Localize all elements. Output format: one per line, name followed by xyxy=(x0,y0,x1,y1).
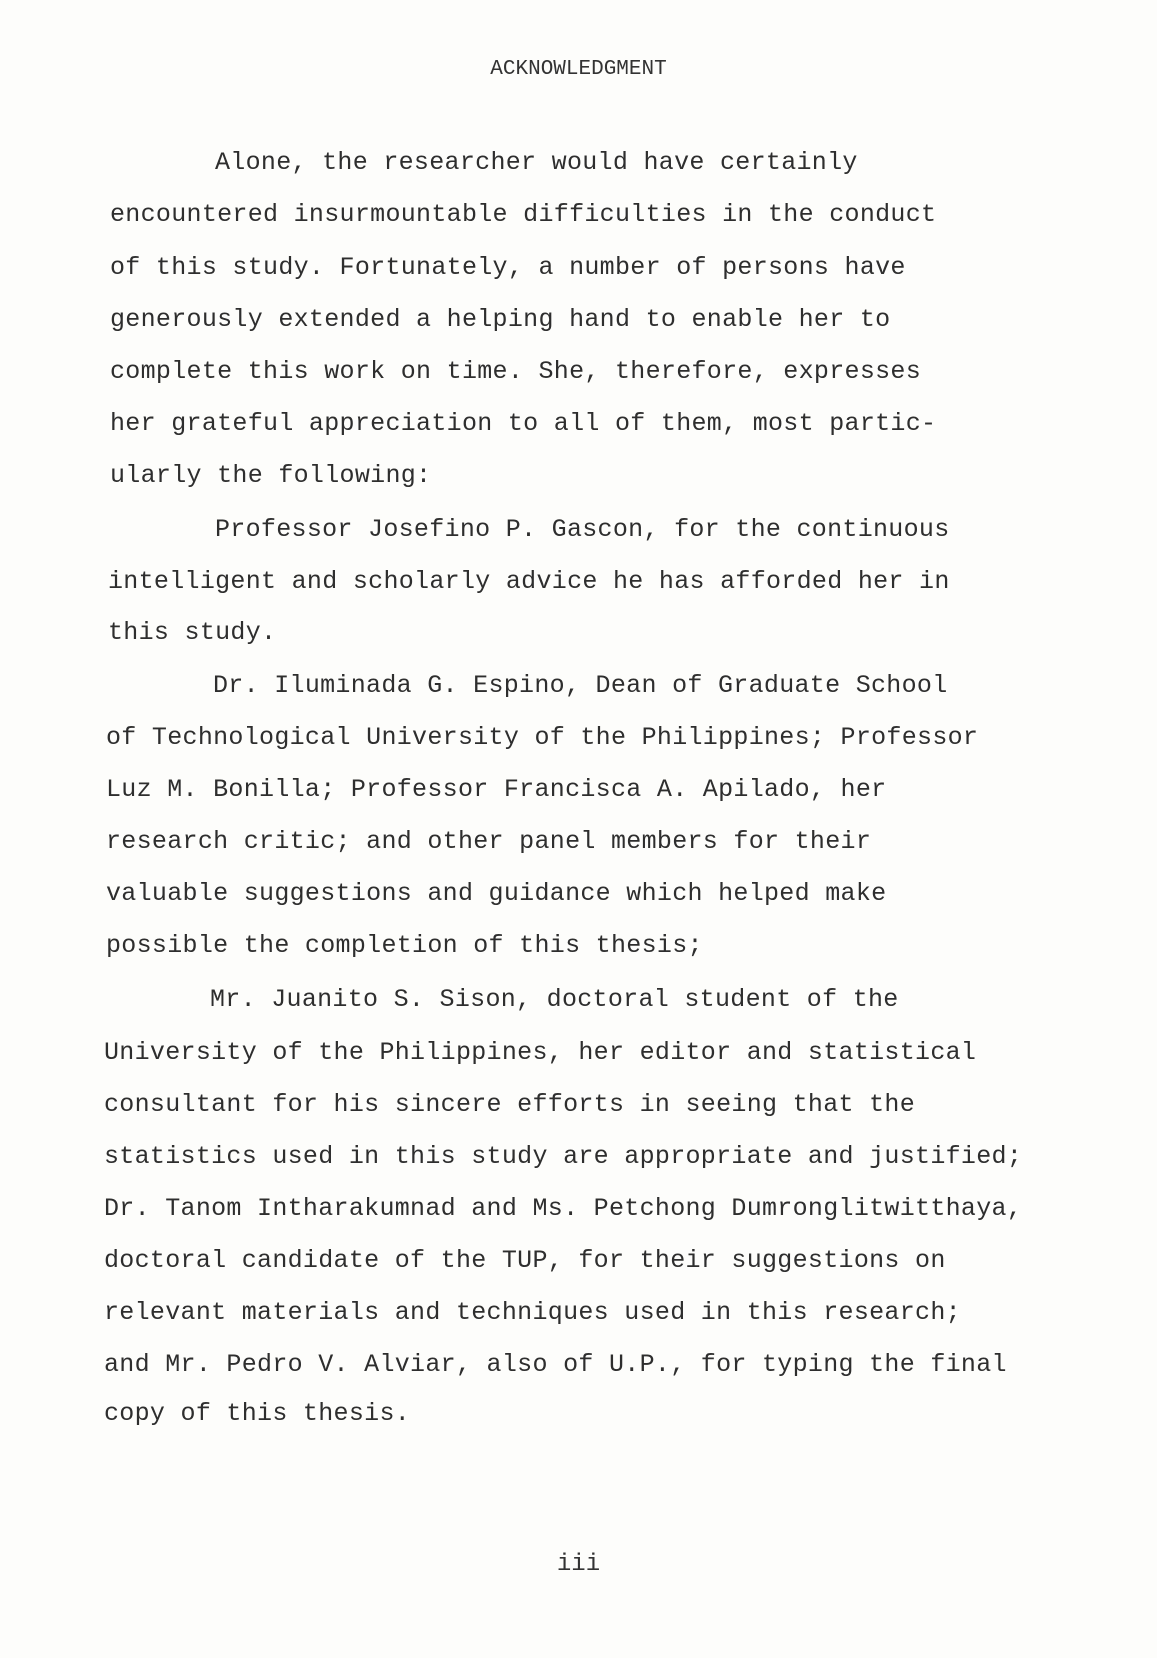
text-line: ularly the following: xyxy=(110,461,432,490)
text-line: doctoral candidate of the TUP, for their suggestions on xyxy=(104,1246,946,1275)
page-number: iii xyxy=(556,1551,601,1578)
text-line: this study. xyxy=(108,618,277,647)
page-title: ACKNOWLEDGMENT xyxy=(490,58,667,81)
text-line: consultant for his sincere efforts in seeing that the xyxy=(104,1090,916,1119)
text-line: of this study. Fortunately, a number of persons have xyxy=(110,253,906,282)
text-line: of Technological University of the Philippines; Professor xyxy=(106,723,979,752)
text-line: Professor Josefino P. Gascon, for the continuous xyxy=(215,515,950,544)
text-line: copy of this thesis. xyxy=(104,1399,411,1428)
text-line: Mr. Juanito S. Sison, doctoral student of the xyxy=(210,985,899,1014)
text-line: complete this work on time. She, therefore, expresses xyxy=(110,357,922,386)
text-line: research critic; and other panel members for their xyxy=(106,827,872,856)
text-line: University of the Philippines, her editor and statistical xyxy=(104,1038,977,1067)
text-line: Dr. Iluminada G. Espino, Dean of Graduate School xyxy=(213,671,948,700)
text-line: valuable suggestions and guidance which helped make xyxy=(106,879,887,908)
text-line: Luz M. Bonilla; Professor Francisca A. Apilado, her xyxy=(106,775,887,804)
text-line: and Mr. Pedro V. Alviar, also of U.P., for typing the final xyxy=(104,1350,1007,1379)
text-line: her grateful appreciation to all of them, most partic- xyxy=(110,409,937,438)
text-line: statistics used in this study are appropriate and justified; xyxy=(104,1142,1023,1171)
text-line: possible the completion of this thesis; xyxy=(106,931,703,960)
text-line: Dr. Tanom Intharakumnad and Ms. Petchong Dumronglitwitthaya, xyxy=(104,1194,1023,1223)
text-line: encountered insurmountable difficulties in the conduct xyxy=(110,200,937,229)
text-line: relevant materials and techniques used in this research; xyxy=(104,1298,961,1327)
text-line: generously extended a helping hand to enable her to xyxy=(110,305,891,334)
text-line: Alone, the researcher would have certainly xyxy=(215,148,858,177)
text-line: intelligent and scholarly advice he has afforded her in xyxy=(108,567,950,596)
